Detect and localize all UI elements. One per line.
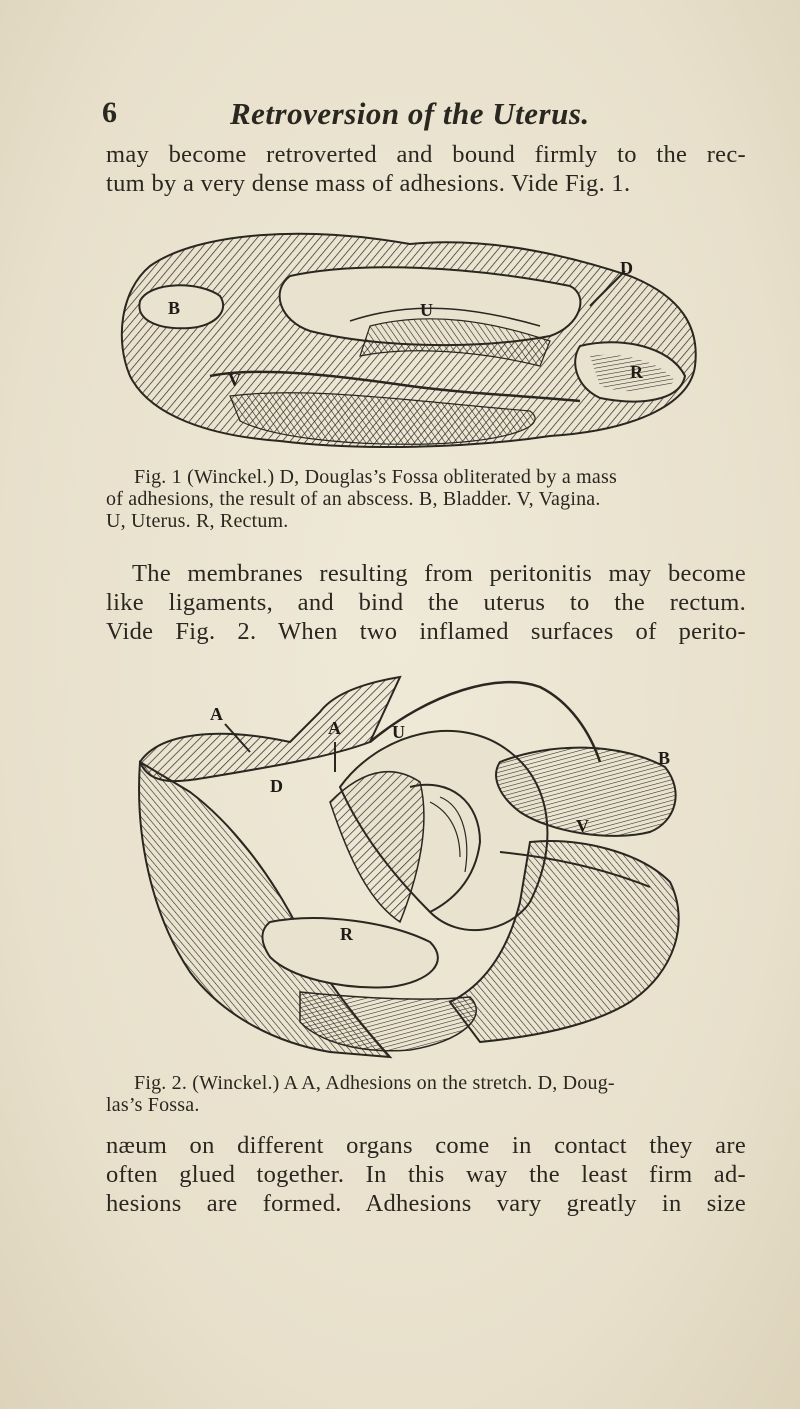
- caption-line: of adhesions, the result of an abscess. B, Bladder. V, Vagina.: [106, 488, 601, 510]
- paragraph-line: may become retroverted and bound firmly to the rec-: [106, 141, 746, 168]
- fig2-uterus-hatch: [330, 772, 424, 922]
- fig1-label-d: D: [620, 258, 633, 278]
- figure-1-caption: [106, 466, 746, 532]
- fig2-label-r: R: [340, 924, 353, 944]
- fig2-label-v: V: [576, 816, 589, 836]
- figure-2-caption: [106, 1072, 746, 1116]
- fig1-bladder: [139, 285, 223, 328]
- fig2-label-a-mid: A: [328, 718, 341, 738]
- figure-1-illustration: [110, 226, 710, 456]
- fig1-label-v: V: [228, 370, 241, 390]
- paragraph-2: [106, 559, 746, 646]
- paragraph-line: tum by a very dense mass of adhesions. Vide Fig. 1.: [106, 170, 631, 197]
- running-title: Retroversion of the Uterus.: [230, 96, 590, 131]
- fig2-label-d: D: [270, 776, 283, 796]
- fig1-label-r: R: [630, 362, 643, 382]
- fig1-label-u: U: [420, 300, 433, 320]
- fig1-label-b: B: [168, 298, 181, 318]
- caption-line: Fig. 2. (Winckel.) A A, Adhesions on the stretch. D, Doug-: [134, 1072, 615, 1094]
- caption-line: las’s Fossa.: [106, 1094, 200, 1116]
- page-number: 6: [102, 96, 117, 129]
- paragraph-line: næum on different organs come in contact they are: [106, 1132, 746, 1159]
- paragraph-line: hesions are formed. Adhesions vary greatly in size: [106, 1190, 746, 1217]
- paragraph-line: The membranes resulting from peritonitis may become: [132, 560, 746, 587]
- paragraph-line: often glued together. In this way the least firm ad-: [106, 1161, 746, 1188]
- fig2-label-b: B: [658, 748, 671, 768]
- figure-2-illustration: [130, 672, 690, 1062]
- page-header: [102, 96, 742, 140]
- fig2-label-a-top: A: [210, 704, 223, 724]
- paragraph-line: like ligaments, and bind the uterus to the rectum.: [106, 589, 746, 616]
- paragraph-3: [106, 1131, 746, 1218]
- paragraph-line: Vide Fig. 2. When two inflamed surfaces of perito-: [106, 618, 746, 645]
- caption-line: Fig. 1 (Winckel.) D, Douglas’s Fossa obliterated by a mass: [134, 466, 617, 488]
- paragraph-1: [106, 140, 746, 198]
- caption-line: U, Uterus. R, Rectum.: [106, 510, 289, 532]
- fig2-label-u: U: [392, 722, 405, 742]
